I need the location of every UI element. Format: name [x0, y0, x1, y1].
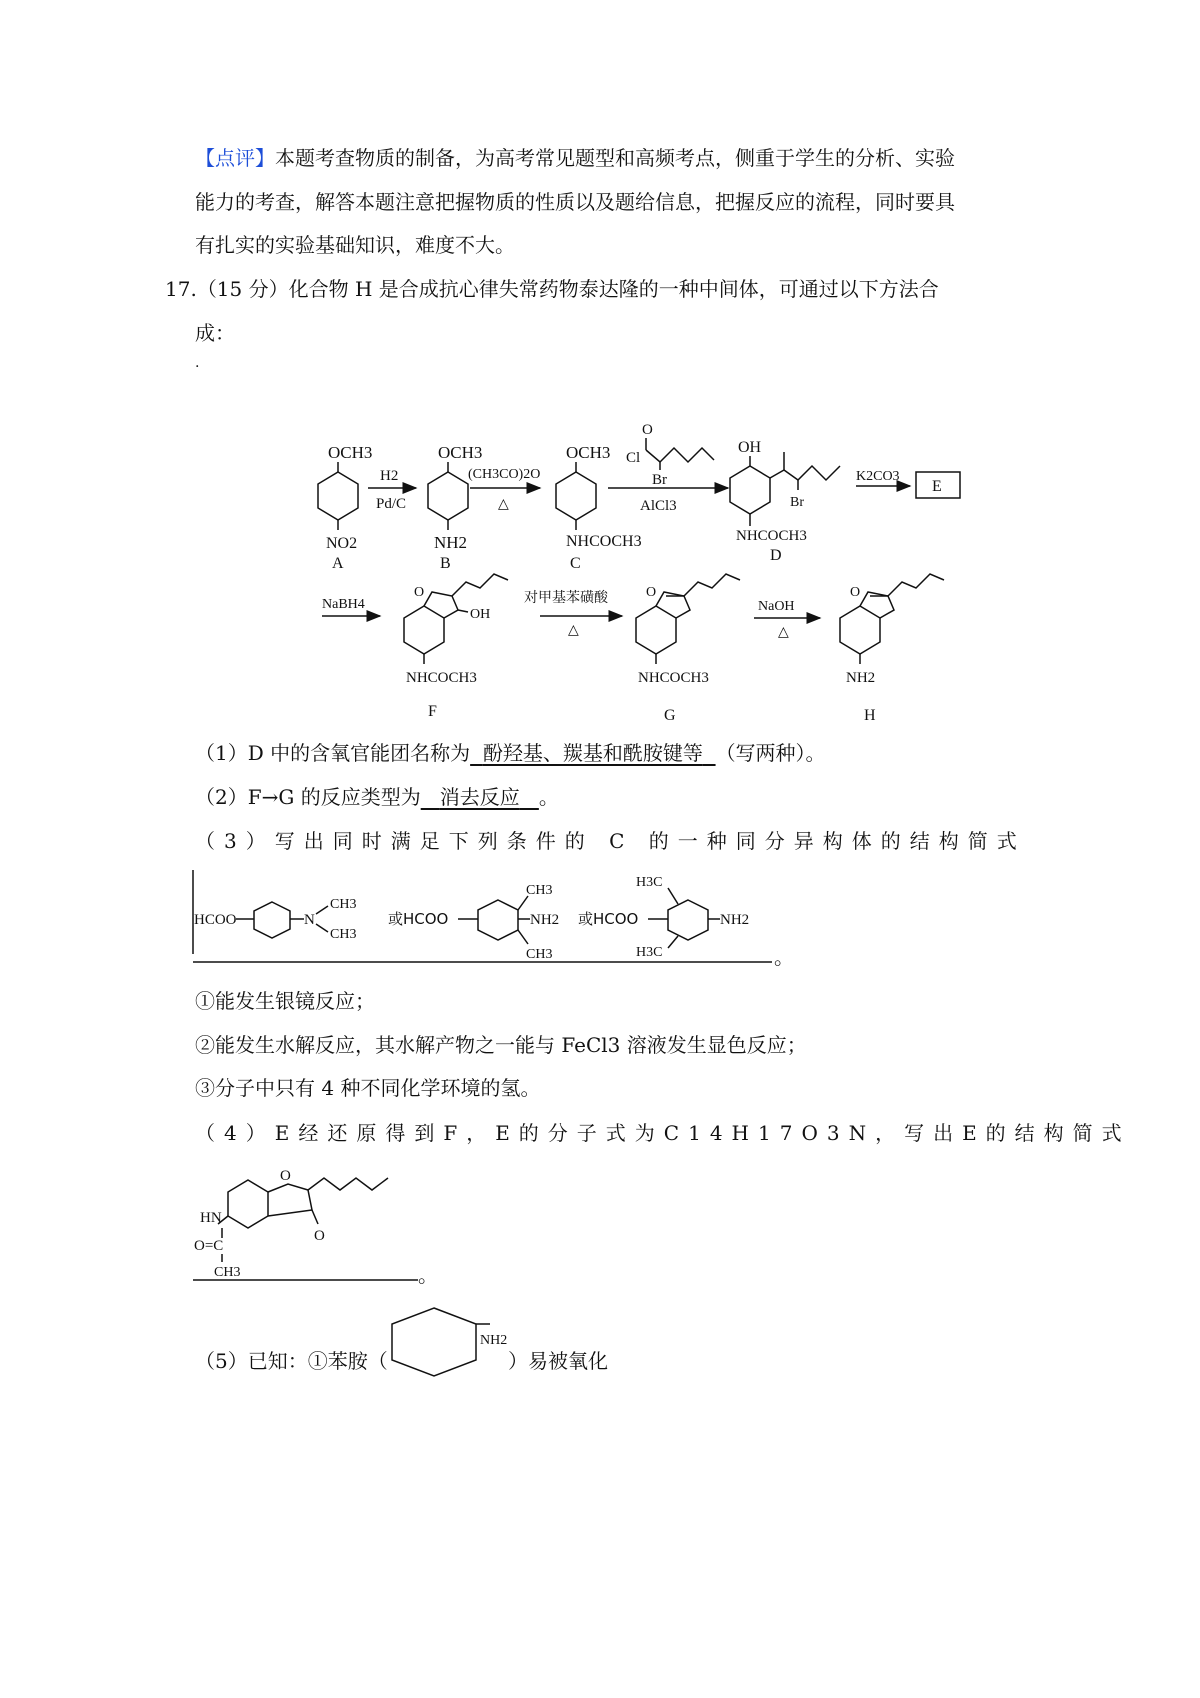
svg-text:或HCOO: 或HCOO: [388, 910, 449, 928]
q3-condition-2: ②能发生水解反应，其水解产物之一能与 FeCl3 溶液发生显色反应；: [195, 1033, 807, 1057]
q3-condition-3: ③分子中只有 4 种不同化学环境的氢。: [195, 1076, 541, 1100]
svg-text:△: △: [568, 623, 579, 638]
comment-tag: 【点评】: [195, 146, 275, 170]
svg-text:AlCl3: AlCl3: [640, 498, 677, 514]
svg-text:对甲基苯磺酸: 对甲基苯磺酸: [524, 590, 608, 606]
svg-text:O=C: O=C: [194, 1238, 224, 1254]
compound-f: [404, 574, 508, 720]
question-intro-1: 17.（15 分）化合物 H 是合成抗心律失常药物泰达隆的一种中间体，可通过以下方法合: [165, 277, 939, 301]
stray-dot: .: [195, 355, 200, 371]
label-a: A: [332, 555, 344, 572]
q2-answer: 消去反应: [439, 785, 520, 809]
label-d: D: [770, 547, 782, 564]
svg-text:NHCOCH3: NHCOCH3: [638, 670, 709, 686]
label-f: F: [428, 703, 437, 720]
svg-text:NaOH: NaOH: [758, 599, 795, 614]
svg-text:OH: OH: [470, 607, 491, 622]
svg-text:H3C: H3C: [636, 875, 663, 890]
svg-text:NaBH4: NaBH4: [322, 597, 365, 612]
label-b: B: [440, 555, 451, 572]
q5-suffix: ）易被氧化: [508, 1349, 608, 1373]
synthesis-scheme: [180, 400, 980, 740]
q4-answer-structure: [192, 1158, 452, 1284]
svg-text:HN: HN: [200, 1210, 222, 1226]
q4-end: 。: [418, 1263, 438, 1287]
label-e: E: [932, 478, 942, 495]
svg-text:Br: Br: [790, 495, 804, 510]
svg-text:HCOO: HCOO: [194, 912, 237, 928]
svg-text:NH2: NH2: [846, 670, 876, 686]
comment-line-2: 能力的考查，解答本题注意把握物质的性质以及题给信息，把握反应的流程，同时要具: [195, 190, 955, 214]
svg-text:△: △: [498, 497, 509, 512]
svg-text:NH2: NH2: [434, 533, 468, 552]
svg-text:CH3: CH3: [526, 947, 553, 962]
q4-prompt: （4）E经还原得到F，E的分子式为C14H17O3N，写出E的结构简式: [195, 1121, 1131, 1145]
q3-end: 。: [774, 945, 794, 969]
svg-text:K2CO3: K2CO3: [856, 469, 900, 484]
q3-answer-structures: [192, 866, 792, 966]
svg-text:H2: H2: [380, 468, 399, 484]
q3-condition-1: ①能发生银镜反应；: [195, 989, 375, 1013]
label-h: H: [864, 707, 876, 724]
compound-d: [730, 439, 840, 564]
svg-text:OH: OH: [738, 439, 762, 456]
q5-prefix: （5）已知：①苯胺（: [195, 1349, 388, 1373]
compound-g: [636, 574, 740, 724]
q1-answer: 酚羟基、羰基和酰胺键等: [482, 741, 703, 765]
svg-text:NHCOCH3: NHCOCH3: [566, 533, 642, 550]
svg-text:△: △: [778, 625, 789, 640]
comment-line-3: 有扎实的实验基础知识，难度不大。: [195, 233, 515, 257]
svg-text:或HCOO: 或HCOO: [578, 910, 639, 928]
svg-text:O: O: [850, 585, 861, 600]
svg-text:O: O: [646, 585, 657, 600]
svg-text:OCH3: OCH3: [566, 443, 611, 462]
svg-text:O: O: [280, 1168, 291, 1184]
svg-text:NO2: NO2: [326, 535, 358, 552]
compound-a: [318, 443, 372, 572]
q3-prompt: （3）写出同时满足下列条件的 C 的一种同分异构体的结构简式: [195, 829, 1026, 853]
label-g: G: [664, 707, 676, 724]
label-c: C: [570, 555, 581, 572]
svg-text:O: O: [314, 1228, 325, 1244]
compound-b: [428, 443, 482, 572]
svg-text:OCH3: OCH3: [438, 443, 483, 462]
svg-text:NHCOCH3: NHCOCH3: [406, 670, 477, 686]
svg-text:N: N: [304, 912, 315, 928]
svg-text:NH2: NH2: [480, 1333, 508, 1348]
svg-text:CH3: CH3: [330, 927, 357, 942]
q2-line: （2）F→G 的反应类型为 消去反应 。: [195, 785, 559, 809]
svg-text:NH2: NH2: [530, 912, 560, 928]
svg-text:Cl: Cl: [626, 450, 641, 466]
svg-text:NHCOCH3: NHCOCH3: [736, 528, 807, 544]
svg-text:CH3: CH3: [526, 883, 553, 898]
svg-text:O: O: [414, 585, 425, 600]
svg-text:OCH3: OCH3: [328, 443, 373, 462]
question-number: 17.: [165, 277, 197, 301]
question-intro-2: 成：: [195, 321, 235, 345]
svg-text:(CH3CO)2O: (CH3CO)2O: [468, 467, 541, 482]
svg-text:O: O: [642, 422, 653, 438]
svg-text:Br: Br: [652, 472, 667, 488]
svg-text:NH2: NH2: [720, 912, 750, 928]
q1-line: （1）D 中的含氧官能团名称为 酚羟基、羰基和酰胺键等 （写两种）。: [195, 741, 826, 765]
compound-h: [840, 574, 944, 724]
acyl-chloride-reagent: [626, 422, 714, 488]
svg-text:H3C: H3C: [636, 945, 663, 960]
svg-text:CH3: CH3: [330, 897, 357, 912]
svg-text:CH3: CH3: [214, 1265, 241, 1280]
comment-line-1: 【点评】本题考查物质的制备，为高考常见题型和高频考点，侧重于学生的分析、实验: [195, 146, 955, 170]
aniline-structure: [378, 1300, 518, 1390]
svg-text:Pd/C: Pd/C: [376, 496, 407, 512]
